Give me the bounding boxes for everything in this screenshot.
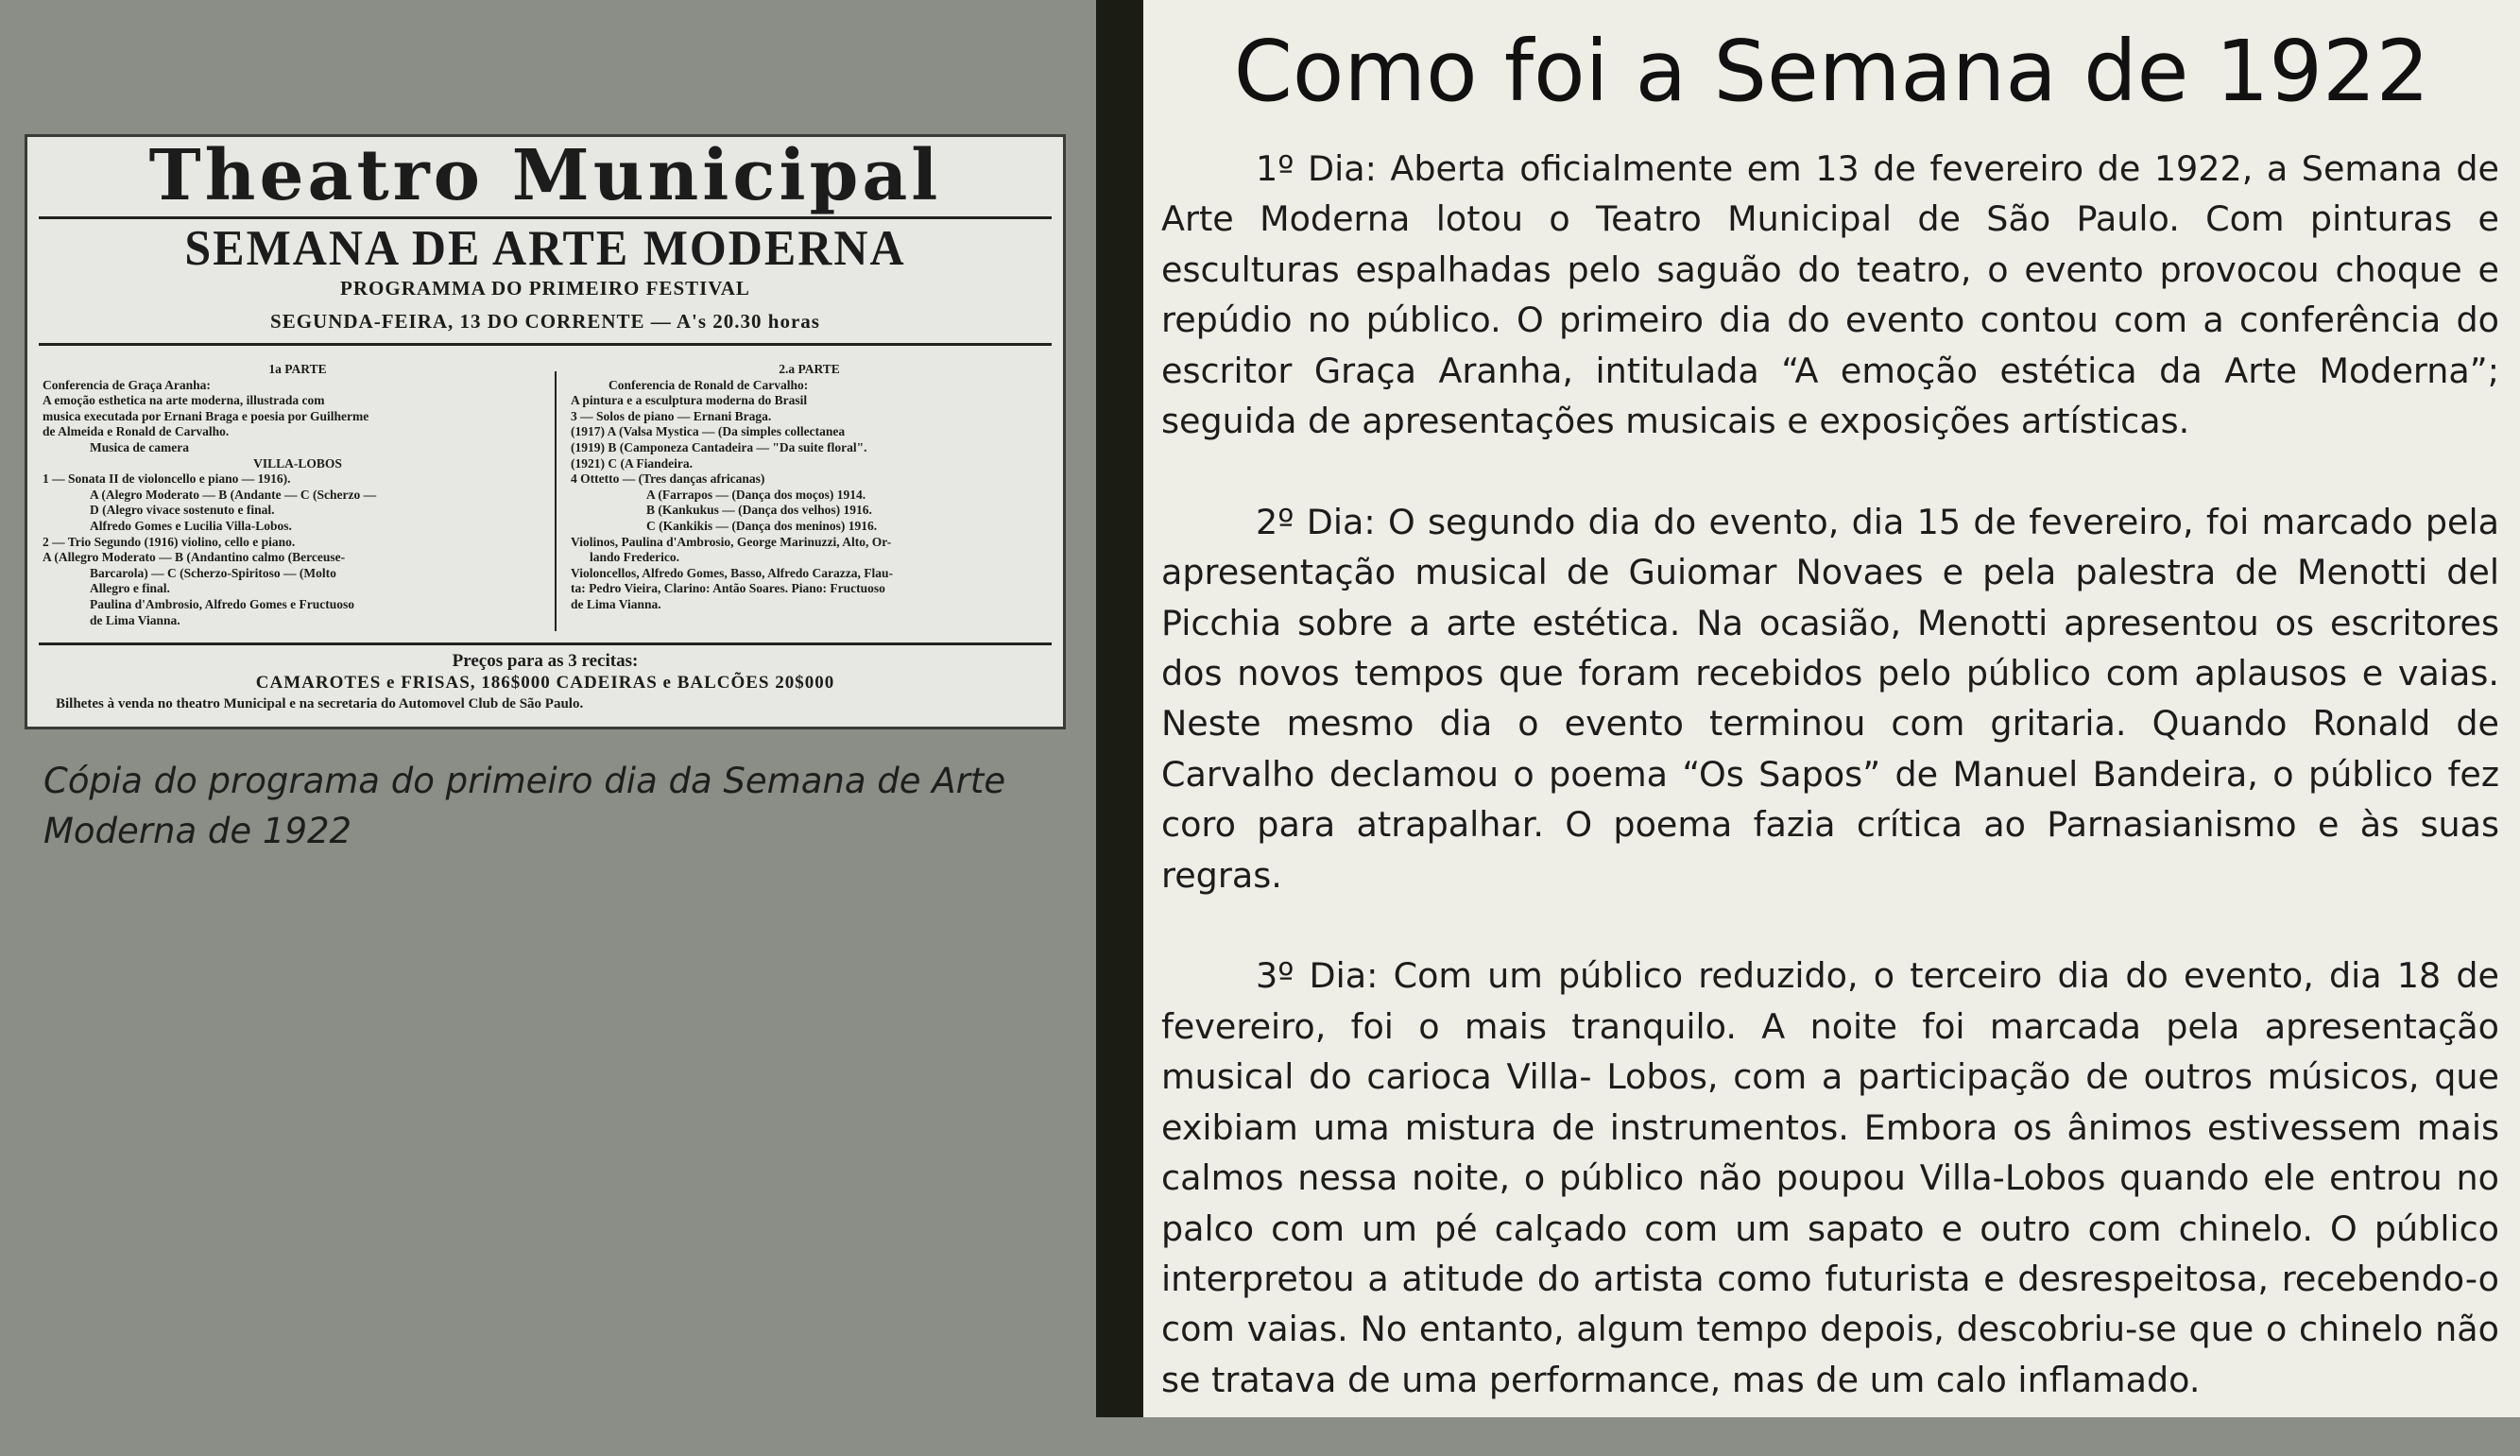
image-caption: Cópia do programa do primeiro dia da Semana de Arte Moderna de 1922 (43, 761, 1006, 851)
page-title: Como foi a Semana de 1922 (1233, 22, 2430, 120)
clipping-line: Allegro e final. (90, 581, 170, 596)
clipping-line: musica executada por Ernani Braga e poesia por Guilherme (43, 408, 369, 423)
clipping-line: lando Frederico. (590, 550, 679, 565)
clipping-rule (39, 216, 1052, 219)
clipping-camarotes: CAMAROTES e FRISAS, 186$000 CADEIRAS e BALCÕES 20$000 (255, 673, 835, 693)
clipping-bilhetes: Bilhetes à venda no theatro Municipal e na secretaria do Automovel Club de São Paulo. (56, 696, 584, 711)
clipping-line: Barcarola) — C (Scherzo-Spiritoso — (Molto (90, 565, 336, 580)
clipping-line: (1917) A (Valsa Mystica — (Da simples collectanea (571, 424, 846, 439)
clipping-line: 3 — Solos de piano — Ernani Braga. (571, 408, 772, 423)
day-label: 1º Dia: (1256, 148, 1377, 189)
clipping-right-column (571, 362, 1048, 613)
day-label: 2º Dia: (1256, 501, 1376, 542)
clipping-line: de Almeida e Ronald de Carvalho. (43, 424, 230, 439)
clipping-line: Paulina d'Ambrosio, Alfredo Gomes e Fructuoso (90, 596, 355, 611)
clipping-line: A emoção esthetica na arte moderna, illustrada com (43, 393, 325, 408)
clipping-line: 1 — Sonata II de violoncello e piano — 1916). (43, 471, 291, 487)
newspaper-clipping-image (25, 134, 1066, 729)
clipping-line: C (Kankikis — (Dança dos meninos) 1916. (646, 518, 878, 533)
clipping-line: A (Alegro Moderato — B (Andante — C (Scherzo — (90, 487, 377, 502)
paragraph-day-1 (1161, 144, 2499, 446)
clipping-line: D (Alegro vivace sostenuto e final. (90, 503, 275, 518)
clipping-line: A pintura e a esculptura moderna do Brasil (571, 393, 808, 408)
clipping-rule (39, 642, 1052, 645)
paragraph-day-2 (1161, 497, 2499, 900)
clipping-date-line: SEGUNDA-FEIRA, 13 DO CORRENTE — A's 20.30 horas (270, 310, 820, 333)
clipping-line: VILLA-LOBOS (253, 455, 342, 471)
clipping-line: (1919) B (Camponeza Cantadeira — "Da suite floral". (571, 439, 867, 454)
clipping-line: ta: Pedro Vieira, Clarino: Antão Soares. Piano: Fructuoso (571, 581, 885, 596)
clipping-line: 2 — Trio Segundo (1916) violino, cello e piano. (43, 534, 296, 549)
clipping-rule (39, 343, 1052, 346)
clipping-left-column (43, 362, 553, 628)
clipping-line: Conferencia de Graça Aranha: (43, 377, 211, 392)
clipping-column-divider (555, 371, 557, 631)
paragraph-text: Aberta oficialmente em 13 de fevereiro de 1922, a Semana de Arte Moderna lotou o Teatro Municipal de São Paulo. Com pinturas e esculturas espalhadas pelo saguão do teatro, o evento provocou choque e repúdio no público. O primeiro dia do evento contou com a conferência do escritor Graça Aranha, intitulada “A emoção estética da Arte Moderna”; seguida de apresentações musicais e exposições artísticas. (1161, 148, 2499, 442)
clipping-subtitle: SEMANA DE ARTE MODERNA (184, 219, 906, 276)
clipping-line: 2.a PARTE (779, 362, 840, 376)
article-body (1161, 144, 2499, 1456)
clipping-line: A (Farrapos — (Dança dos moços) 1914. (646, 487, 866, 502)
clipping-line: Musica de camera (90, 439, 189, 454)
clipping-line: de Lima Vianna. (90, 612, 180, 627)
panel-divider (1096, 0, 1143, 1417)
paragraph-day-3 (1161, 951, 2499, 1405)
left-panel (0, 0, 1096, 1417)
clipping-line: A (Allegro Moderato — B (Andantino calmo (Berceuse- (43, 550, 346, 565)
clipping-line: Conferencia de Ronald de Carvalho: (609, 377, 809, 392)
paragraph-text: O segundo dia do evento, dia 15 de fevereiro, foi marcado pela apresentação musical de Guiomar Novaes e pela palestra de Menotti del Picchia sobre a arte estética. Na ocasião, Menotti apresentou os escritores dos novos tempos que foram recebidos pelo público com aplausos e vaias. Neste mesmo dia o evento terminou com gritaria. Quando Ronald de Carvalho declamou o poema “Os Sapos” de Manuel Bandeira, o público fez coro para atrapalhar. O poema fazia crítica ao Parnasianismo e às suas regras. (1161, 501, 2500, 896)
clipping-line: (1921) C (A Fiandeira. (571, 455, 693, 471)
paragraph-text: Com um público reduzido, o terceiro dia do evento, dia 18 de fevereiro, foi o mais tranquilo. A noite foi marcada pela apresentação musical do carioca Villa- Lobos, com a participação de outros músicos, que exibiam uma mistura de instrumentos. Embora os ânimos estivessem mais calmos nessa noite, o público não poupou Villa-Lobos quando ele entrou no palco com um pé calçado com um sapato e outro com chinelo. O público interpretou a atitude do artista como futurista e desrespeitosa, recebendo-o com vaias. No entanto, algum tempo depois, descobriu-se que o chinelo não se tratava de uma performance, mas de um calo inflamado. (1161, 955, 2499, 1400)
clipping-precos: Preços para as 3 recitas: (452, 651, 639, 671)
clipping-line: Violoncellos, Alfredo Gomes, Basso, Alfredo Carazza, Flau- (571, 565, 893, 580)
day-label: 3º Dia: (1256, 955, 1379, 997)
clipping-program: PROGRAMMA DO PRIMEIRO FESTIVAL (340, 277, 750, 300)
clipping-line: Alfredo Gomes e Lucilia Villa-Lobos. (90, 518, 292, 533)
clipping-line: 1a PARTE (268, 362, 327, 376)
clipping-line: Violinos, Paulina d'Ambrosio, George Marinuzzi, Alto, Or- (571, 534, 892, 549)
clipping-line: 4 Ottetto — (Tres danças africanas) (571, 471, 765, 487)
clipping-line: de Lima Vianna. (571, 596, 661, 611)
clipping-line: B (Kankukus — (Dança dos velhos) 1916. (646, 503, 872, 518)
clipping-title: Theatro Municipal (148, 135, 942, 216)
